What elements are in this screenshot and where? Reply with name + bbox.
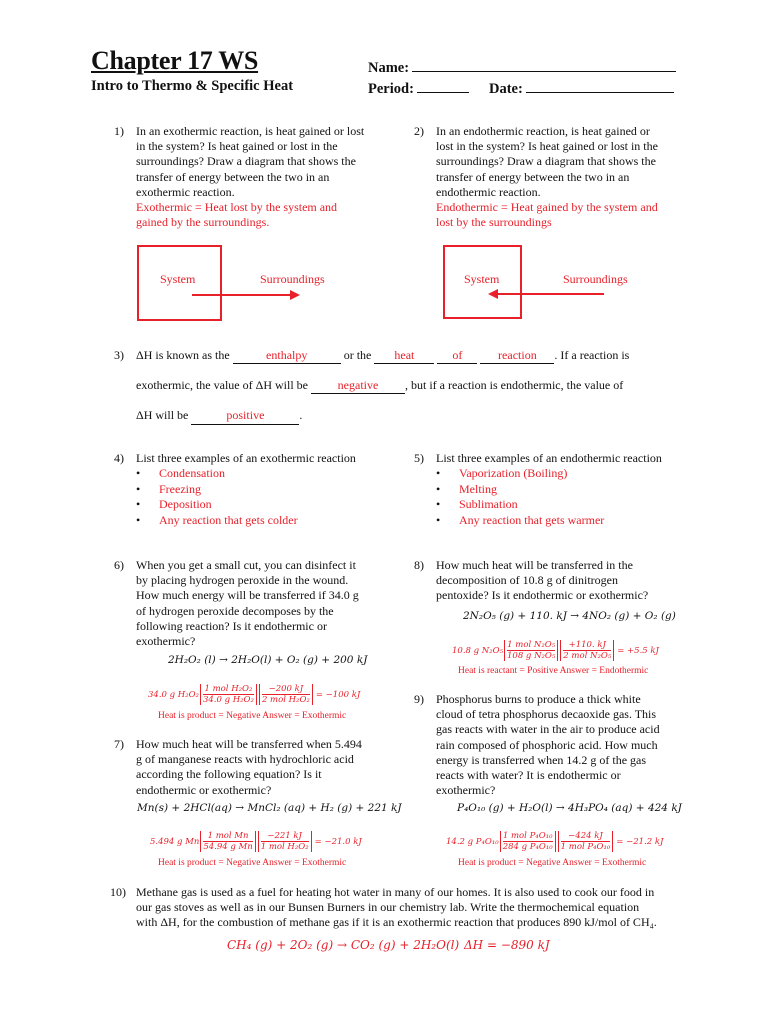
calc-start: 10.8 g N₂O₅	[452, 645, 503, 656]
calc-start: 34.0 g H₂O₂	[148, 689, 199, 700]
question-number: 10)	[110, 885, 126, 899]
question-number: 8)	[414, 558, 424, 572]
q7-equation: Mn(s) + 2HCl(aq) → MnCl₂ (aq) + H₂ (g) + 221 kJ	[137, 802, 402, 814]
calc-result: = −21.0 kJ	[314, 836, 362, 847]
answer-negative: negative	[337, 378, 379, 393]
question-number: 2)	[414, 124, 424, 138]
q3-text: or the	[340, 348, 375, 362]
q9-line: gas reacts with water in the air to produce acid	[436, 722, 660, 737]
q6-calculation	[148, 684, 360, 705]
question-number: 9)	[414, 692, 424, 706]
q6-line: following reaction? Is it endothermic or	[136, 618, 327, 633]
calc-start: 5.494 g Mn	[150, 836, 200, 847]
list-item: • Vaporization (Boiling)	[414, 466, 704, 482]
conversion-factor	[558, 831, 614, 852]
q9-line: reacts with water? It is endothermic or	[436, 768, 621, 783]
conversion-factor	[258, 831, 312, 852]
q6-equation: 2H₂O₂ (l) → 2H₂O(l) + O₂ (g) + 200 kJ	[168, 654, 368, 666]
question-number: 4)	[114, 451, 124, 465]
q2-line: endothermic reaction.	[436, 184, 541, 199]
arrow-in-icon	[486, 287, 606, 301]
q2-answer: lost by the surroundings	[436, 215, 552, 230]
frac-top: 1 mol H₂O₂	[204, 684, 253, 694]
q2-line: lost in the system? Is heat gained or lost in the	[436, 139, 658, 154]
q3-text: exothermic, the value of ΔH will be	[136, 378, 311, 393]
list-item: • Freezing	[114, 482, 394, 498]
question-4	[114, 451, 394, 529]
q6-note: Heat is product = Negative Answer = Exothermic	[158, 711, 347, 721]
question-number: 5)	[414, 451, 424, 465]
q10-equation: CH₄ (g) + 2O₂ (g) → CO₂ (g) + 2H₂O(l)	[227, 938, 460, 952]
calc-start: 14.2 g P₄O₁₀	[446, 836, 499, 847]
q2-line: surroundings? Draw a diagram that shows the	[436, 154, 656, 169]
q10-line: with ΔH, for the combustion of methane gas if it is an exothermic reaction that produces 890 kJ/mol of CH₄.	[136, 915, 657, 930]
q7-note: Heat is product = Negative Answer = Exothermic	[158, 858, 347, 868]
system-label: System	[464, 272, 500, 286]
q10-line: our gas stoves as well as in our Bunsen Burners in our chemistry lab. Write the thermochemical equation	[136, 900, 640, 915]
q4-text: List three examples of an exothermic reaction	[136, 451, 356, 465]
calc-result: = −21.2 kJ	[616, 836, 664, 847]
q8-line: decomposition of 10.8 g of dinitrogen	[436, 573, 618, 588]
question-7	[114, 737, 384, 798]
worksheet-subtitle: Intro to Thermo & Specific Heat	[91, 78, 294, 94]
frac-bottom: 1 mol H₂O₂	[260, 842, 309, 852]
list-item: • Any reaction that gets warmer	[414, 513, 704, 529]
period-field	[368, 78, 469, 98]
q9-calculation	[446, 831, 663, 852]
q9-line: energy is transferred when 14.2 g of the gas	[436, 752, 647, 767]
question-number: 7)	[114, 737, 124, 751]
frac-top: 1 mol Mn	[203, 831, 252, 842]
frac-bottom: 2 mol N₂O₅	[563, 651, 612, 661]
q10-line: Methane gas is used as a fuel for heating hot water in many of our homes. It is also used to cook our food in	[136, 885, 655, 899]
name-label: Name:	[368, 60, 410, 76]
answer-positive: positive	[226, 408, 265, 423]
conversion-factor	[200, 684, 257, 705]
frac-bottom: 284 g P₄O₁₀	[502, 842, 553, 852]
q8-note: Heat is reactant = Positive Answer = Endothermic	[458, 666, 649, 676]
frac-bottom: 34.0 g H₂O₂	[202, 695, 254, 705]
q2-answer: Endothermic = Heat gained by the system and	[436, 200, 658, 215]
calc-result: = +5.5 kJ	[617, 645, 659, 656]
q1-line: in the system? Is heat gained or lost in the	[136, 139, 338, 154]
q7-line: How much heat will be transferred when 5.494	[136, 737, 362, 751]
frac-bottom: 54.94 g Mn	[203, 842, 253, 852]
conversion-factor	[500, 831, 556, 852]
frac-top: 1 mol P₄O₁₀	[502, 831, 553, 841]
date-label: Date:	[489, 81, 523, 97]
question-number: 6)	[114, 558, 124, 572]
question-5	[414, 451, 704, 529]
q2-line: transfer of energy between the two in an	[436, 169, 630, 184]
q8-equation: 2N₂O₅ (g) + 110. kJ → 4NO₂ (g) + O₂ (g)	[463, 610, 676, 622]
surroundings-label: Surroundings	[563, 272, 628, 286]
q3-text: ΔH will be	[136, 408, 192, 423]
q6-line: of hydrogen peroxide decomposes by the	[136, 603, 334, 618]
frac-top: −221 kJ	[261, 831, 309, 842]
frac-bottom: 1 mol P₄O₁₀	[560, 842, 611, 852]
q3-text: , but if a reaction is endothermic, the value of	[405, 378, 624, 393]
q9-line: exothermic?	[436, 783, 496, 798]
question-6	[114, 558, 384, 649]
system-label: System	[160, 272, 196, 286]
conversion-factor	[560, 640, 614, 661]
q1-line: surroundings? Draw a diagram that shows the	[136, 154, 356, 169]
q3-text: ΔH is known as the	[136, 348, 233, 362]
q1-answer: Exothermic = Heat lost by the system and	[136, 200, 338, 215]
q1-answer: gained by the surroundings.	[136, 215, 270, 230]
q7-calculation	[150, 831, 362, 852]
q7-line: endothermic or exothermic?	[136, 782, 272, 797]
question-number: 1)	[114, 124, 124, 138]
answer-of: of	[452, 348, 463, 362]
question-1	[114, 124, 384, 230]
question-10	[110, 885, 690, 931]
q1-line: exothermic reaction.	[136, 184, 235, 199]
list-item: • Condensation	[114, 466, 394, 482]
name-field	[368, 57, 676, 77]
question-9	[414, 692, 694, 798]
name-line	[412, 57, 676, 72]
conversion-factor	[504, 640, 558, 661]
question-2	[414, 124, 684, 230]
q9-note: Heat is product = Negative Answer = Exothermic	[458, 858, 647, 868]
list-item: • Any reaction that gets colder	[114, 513, 394, 529]
frac-top: −424 kJ	[561, 831, 611, 842]
surroundings-label: Surroundings	[260, 272, 325, 286]
period-label: Period:	[368, 81, 414, 97]
frac-top: 1 mol N₂O₅	[507, 640, 556, 650]
q3-text: .	[299, 408, 303, 423]
q3-text: . If a reaction is	[554, 348, 630, 362]
q8-line: pentoxide? Is it endothermic or exothermic?	[436, 588, 649, 603]
q9-line: Phosphorus burns to produce a thick white	[436, 692, 641, 706]
q8-calculation	[452, 640, 659, 661]
q7-line: g of manganese reacts with hydrochloric acid	[136, 752, 354, 767]
q10-delta-h: ΔH = −890 kJ	[464, 938, 550, 952]
q6-line: by placing hydrogen peroxide in the wound.	[136, 573, 349, 588]
q8-line: How much heat will be transferred in the	[436, 558, 633, 572]
date-line	[526, 78, 674, 93]
frac-bottom: 2 mol H₂O₂	[261, 695, 310, 705]
q9-line: cloud of tetra phosphorus decaoxide gas. This	[436, 707, 657, 722]
frac-top: −200 kJ	[262, 684, 310, 695]
q9-equation: P₄O₁₀ (g) + H₂O(l) → 4H₃PO₄ (aq) + 424 kJ	[457, 802, 682, 814]
q6-line: When you get a small cut, you can disinfect it	[136, 558, 356, 572]
conversion-factor	[259, 684, 313, 705]
answer-enthalpy: enthalpy	[266, 348, 308, 362]
q2-line: In an endothermic reaction, is heat gained or	[436, 124, 650, 138]
answer-reaction: reaction	[498, 348, 537, 362]
list-item: • Melting	[414, 482, 704, 498]
q6-line: How much energy will be transferred if 34.0 g	[136, 588, 359, 603]
frac-bottom: 108 g N₂O₅	[507, 651, 556, 661]
worksheet-title: Chapter 17 WS	[91, 46, 259, 75]
list-item: • Sublimation	[414, 497, 704, 513]
conversion-factor	[200, 831, 255, 852]
q5-text: List three examples of an endothermic reaction	[436, 451, 662, 465]
question-3	[114, 348, 674, 425]
q1-line: transfer of energy between the two in an	[136, 169, 330, 184]
q9-line: rain composed of phosphoric acid. How much	[436, 737, 658, 752]
date-field	[489, 78, 674, 98]
period-line	[417, 78, 469, 93]
q1-line: In an exothermic reaction, is heat gained or lost	[136, 124, 365, 138]
q6-line: exothermic?	[136, 634, 196, 649]
list-item: • Deposition	[114, 497, 394, 513]
q7-line: according the following equation? Is it	[136, 767, 322, 782]
question-number: 3)	[114, 348, 124, 362]
calc-result: = −100 kJ	[315, 689, 361, 700]
answer-heat: heat	[394, 348, 415, 362]
question-8	[414, 558, 694, 604]
arrow-out-icon	[190, 288, 302, 302]
frac-top: +110. kJ	[563, 640, 611, 651]
